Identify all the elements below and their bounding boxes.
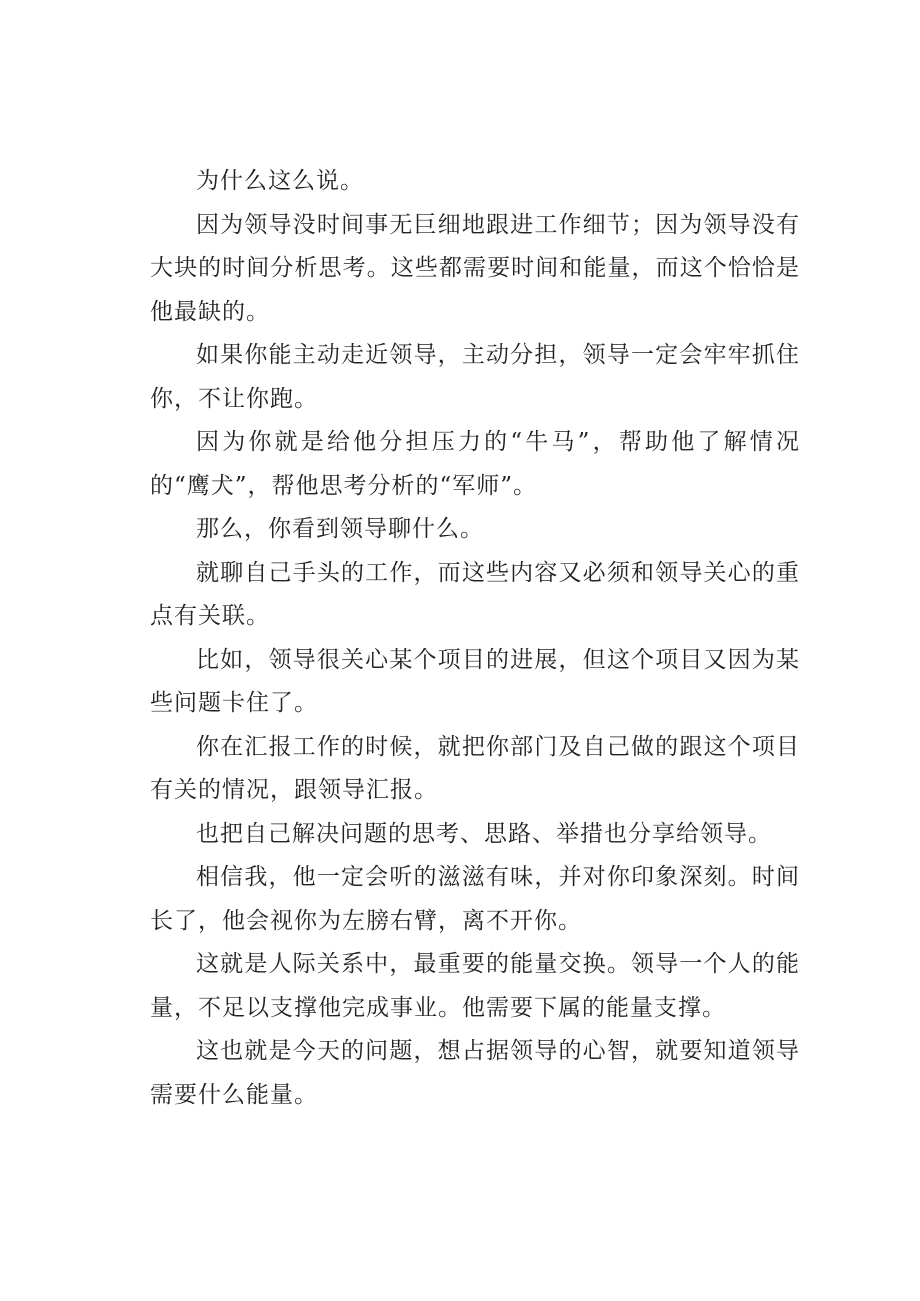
paragraph-9: 也把自己解决问题的思考、思路、举措也分享给领导。 bbox=[196, 820, 772, 847]
paragraph-4: 因为你就是给他分担压力的“牛马”，帮助他了解情况的“鹰犬”，帮他思考分析的“军师”。 bbox=[150, 429, 800, 499]
paragraph-5: 那么，你看到领导聊什么。 bbox=[196, 516, 484, 542]
paragraph-11: 这就是人际关系中，最重要的能量交换。领导一个人的能量，不足以支撑他完成事业。他需要下属的能量支撑。 bbox=[150, 951, 800, 1021]
paragraph-7: 比如，领导很关心某个项目的进展，但这个项目又因为某些问题卡住了。 bbox=[150, 646, 800, 716]
paragraph-12: 这也就是今天的问题，想占据领导的心智，就要知道领导需要什么能量。 bbox=[150, 1038, 800, 1108]
paragraph-3: 如果你能主动走近领导，主动分担，领导一定会牢牢抓住你，不让你跑。 bbox=[150, 342, 800, 412]
document-body bbox=[150, 160, 800, 1117]
paragraph-1: 为什么这么说。 bbox=[196, 168, 364, 194]
paragraph-2: 因为领导没时间事无巨细地跟进工作细节；因为领导没有大块的时间分析思考。这些都需要时间和能量，而这个恰恰是他最缺的。 bbox=[150, 211, 800, 325]
paragraph-6: 就聊自己手头的工作，而这些内容又必须和领导关心的重点有关联。 bbox=[150, 559, 800, 629]
paragraph-8: 你在汇报工作的时候，就把你部门及自己做的跟这个项目有关的情况，跟领导汇报。 bbox=[150, 733, 800, 803]
paragraph-10: 相信我，他一定会听的滋滋有味，并对你印象深刻。时间长了，他会视你为左膀右臂，离不开你。 bbox=[150, 864, 800, 934]
